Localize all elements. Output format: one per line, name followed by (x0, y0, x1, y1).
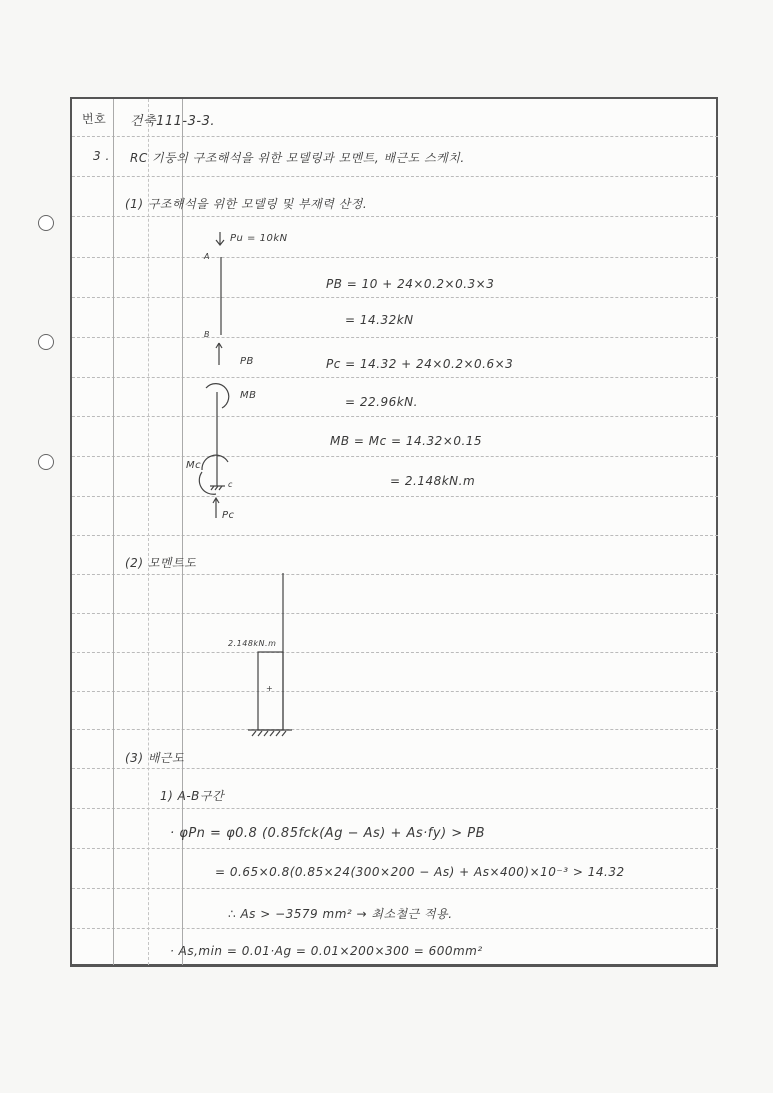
equation-line: ∴ As > −3579 mm² → 최소철근 적용. (228, 907, 453, 921)
equation-line: · As,min = 0.01·Ag = 0.01×200×300 = 600mm² (170, 944, 483, 958)
header-label: 번호 (82, 112, 107, 126)
equation-line: MB = Mc = 14.32×0.15 (330, 434, 483, 448)
equation-line: Pc = 14.32 + 24×0.2×0.6×3 (326, 357, 514, 371)
section2-heading: (2) 모멘트도 (125, 556, 197, 570)
equation-line: = 22.96kN. (345, 395, 418, 409)
equation-line: · φPn = φ0.8 (0.85fck(Ag − As) + As·fy) > PB (170, 826, 486, 841)
equation-line: PB = 10 + 24×0.2×0.3×3 (326, 277, 495, 291)
load-top-label: Pu = 10kN (230, 233, 288, 244)
problem-index: 3 . (93, 149, 110, 163)
section3-heading: (3) 배근도 (125, 751, 185, 765)
equation-line: = 0.65×0.8(0.85×24(300×200 − As) + As×400)×10⁻³ > 14.32 (215, 865, 625, 879)
moment-b-label: MB (240, 390, 257, 401)
equation-line: = 14.32kN (345, 313, 414, 327)
node-c-label: c (228, 480, 233, 489)
equation-line: = 2.148kN.m (390, 474, 476, 488)
moment-diagram (248, 573, 292, 736)
moment-c-label: Mc (186, 460, 202, 471)
force-b-label: PB (240, 356, 254, 367)
moment-sign: + (266, 684, 274, 693)
document-number: 건축111-3-3. (130, 114, 215, 129)
node-a-label: A (204, 252, 210, 261)
force-c-label: Pc (222, 510, 235, 521)
subsection-heading: 1) A-B구간 (160, 789, 225, 803)
node-b-label: B (204, 330, 210, 339)
problem-title: RC 기둥의 구조해석을 위한 모델링과 모멘트, 배근도 스케치. (130, 151, 465, 165)
moment-value-label: 2.148kN.m (228, 639, 277, 648)
section1-heading: (1) 구조해석을 위한 모델링 및 부재력 산정. (125, 197, 368, 211)
